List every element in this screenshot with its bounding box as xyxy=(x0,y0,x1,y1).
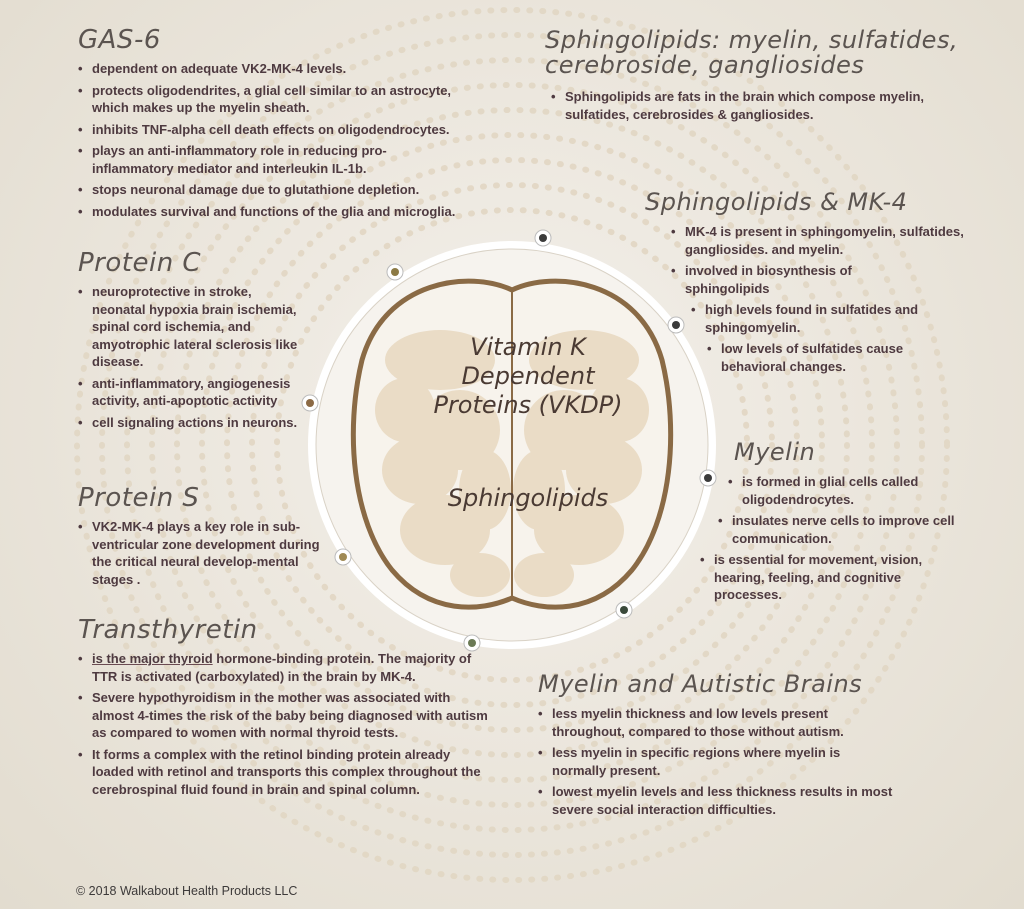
myelin-item: • insulates nerve cells to improve cell communication. xyxy=(718,512,957,547)
gas6-item: • modulates survival and functions of the glia and microglia. xyxy=(78,203,528,221)
underlined-text: is the major thyroid xyxy=(92,651,213,667)
brain-icon xyxy=(353,281,670,607)
copyright-footer: © 2018 Walkabout Health Products LLC xyxy=(76,884,298,898)
sphingolipids-mk4-item: • low levels of sulfatides cause behavioral changes. xyxy=(707,340,936,375)
protein-c-item: • anti-inflammatory, angiogenesis activity, anti-apoptotic activity xyxy=(78,375,303,410)
protein-s-section xyxy=(78,485,328,592)
gas6-item: • protects oligodendrites, a glial cell similar to an astrocyte, which makes up the myelin sheath. xyxy=(78,82,487,117)
sphingolipids-mk4-section xyxy=(645,190,975,379)
sphingolipids-mk4-item: • MK-4 is present in sphingomyelin, sulfatides, gangliosides. and myelin. xyxy=(671,223,975,258)
myelin-item: • is formed in glial cells called oligodendrocytes. xyxy=(728,473,967,508)
gas6-section xyxy=(78,27,528,224)
myelin-autistic-item: • less myelin in specific regions where myelin is normally present. xyxy=(538,744,892,779)
myelin-autistic-section xyxy=(538,672,918,822)
sphingolipids-heading xyxy=(545,28,965,78)
protein-c-item: • neuroprotective in stroke, neonatal hypoxia brain ischemia, spinal cord ischemia, and amyotrophic lateral sclerosis like disease. xyxy=(78,283,303,371)
transthyretin-item-text: hormone-binding protein. The majority of TTR is activated (carboxylated) in the brain by MK-4. xyxy=(92,651,472,684)
center-title xyxy=(428,333,628,420)
protein-s-heading: Protein S xyxy=(78,483,200,513)
transthyretin-item: • It forms a complex with the retinol binding protein already loaded with retinol and transports this complex throughout the cerebrospinal fluid found in brain and spinal column. xyxy=(78,746,488,799)
transthyretin-item: • Severe hypothyroidism in the mother was associated with almost 4-times the risk of the baby being diagnosed with autism as compared to women with normal thyroid tests. xyxy=(78,689,488,742)
sphingolipids-heading-line: cerebroside, gangliosides xyxy=(545,51,865,80)
gas6-heading: GAS-6 xyxy=(78,25,161,55)
center-title-line: Dependent xyxy=(461,362,595,390)
sphingolipids-mk4-item: • involved in biosynthesis of sphingolipids xyxy=(671,262,885,297)
gas6-item: • stops neuronal damage due to glutathione depletion. xyxy=(78,181,528,199)
sphingolipids-section xyxy=(545,28,965,127)
myelin-autistic-heading: Myelin and Autistic Brains xyxy=(538,670,863,698)
transthyretin-section xyxy=(78,617,488,802)
center-subtitle: Sphingolipids xyxy=(447,484,609,512)
myelin-autistic-item: • less myelin thickness and low levels present throughout, compared to those without autism. xyxy=(538,705,892,740)
sphingolipids-heading-line: Sphingolipids: myelin, sulfatides, xyxy=(545,26,959,54)
protein-c-section xyxy=(78,250,303,435)
myelin-heading: Myelin xyxy=(734,438,816,466)
transthyretin-item xyxy=(78,650,488,685)
protein-c-heading: Protein C xyxy=(78,248,202,278)
gas6-item: • inhibits TNF-alpha cell death effects on oligodendrocytes. xyxy=(78,121,528,139)
myelin-item: • is essential for movement, vision, hearing, feeling, and cognitive processes. xyxy=(700,551,944,604)
gas6-item: • dependent on adequate VK2-MK-4 levels. xyxy=(78,60,528,78)
center-title-line: Proteins (VKDP) xyxy=(433,391,623,419)
transthyretin-heading: Transthyretin xyxy=(78,615,258,645)
protein-s-item: • VK2-MK-4 plays a key role in sub-ventricular zone development during the critical neural develop-mental stages . xyxy=(78,518,328,588)
sphingolipids-item: • Sphingolipids are fats in the brain which compose myelin, sulfatides, cerebrosides & gangliosides. xyxy=(551,88,935,123)
myelin-section xyxy=(700,440,970,608)
sphingolipids-mk4-item: • high levels found in sulfatides and sphingomyelin. xyxy=(691,301,935,336)
center-title-line: Vitamin K xyxy=(470,333,586,361)
myelin-autistic-item: • lowest myelin levels and less thickness results in most severe social interaction difficulties. xyxy=(538,783,922,818)
sphingolipids-mk4-heading: Sphingolipids & MK-4 xyxy=(645,188,908,216)
protein-c-item: • cell signaling actions in neurons. xyxy=(78,414,303,432)
gas6-item: • plays an anti-inflammatory role in reducing pro-inflammatory mediator and interleukin IL-1b. xyxy=(78,142,462,177)
